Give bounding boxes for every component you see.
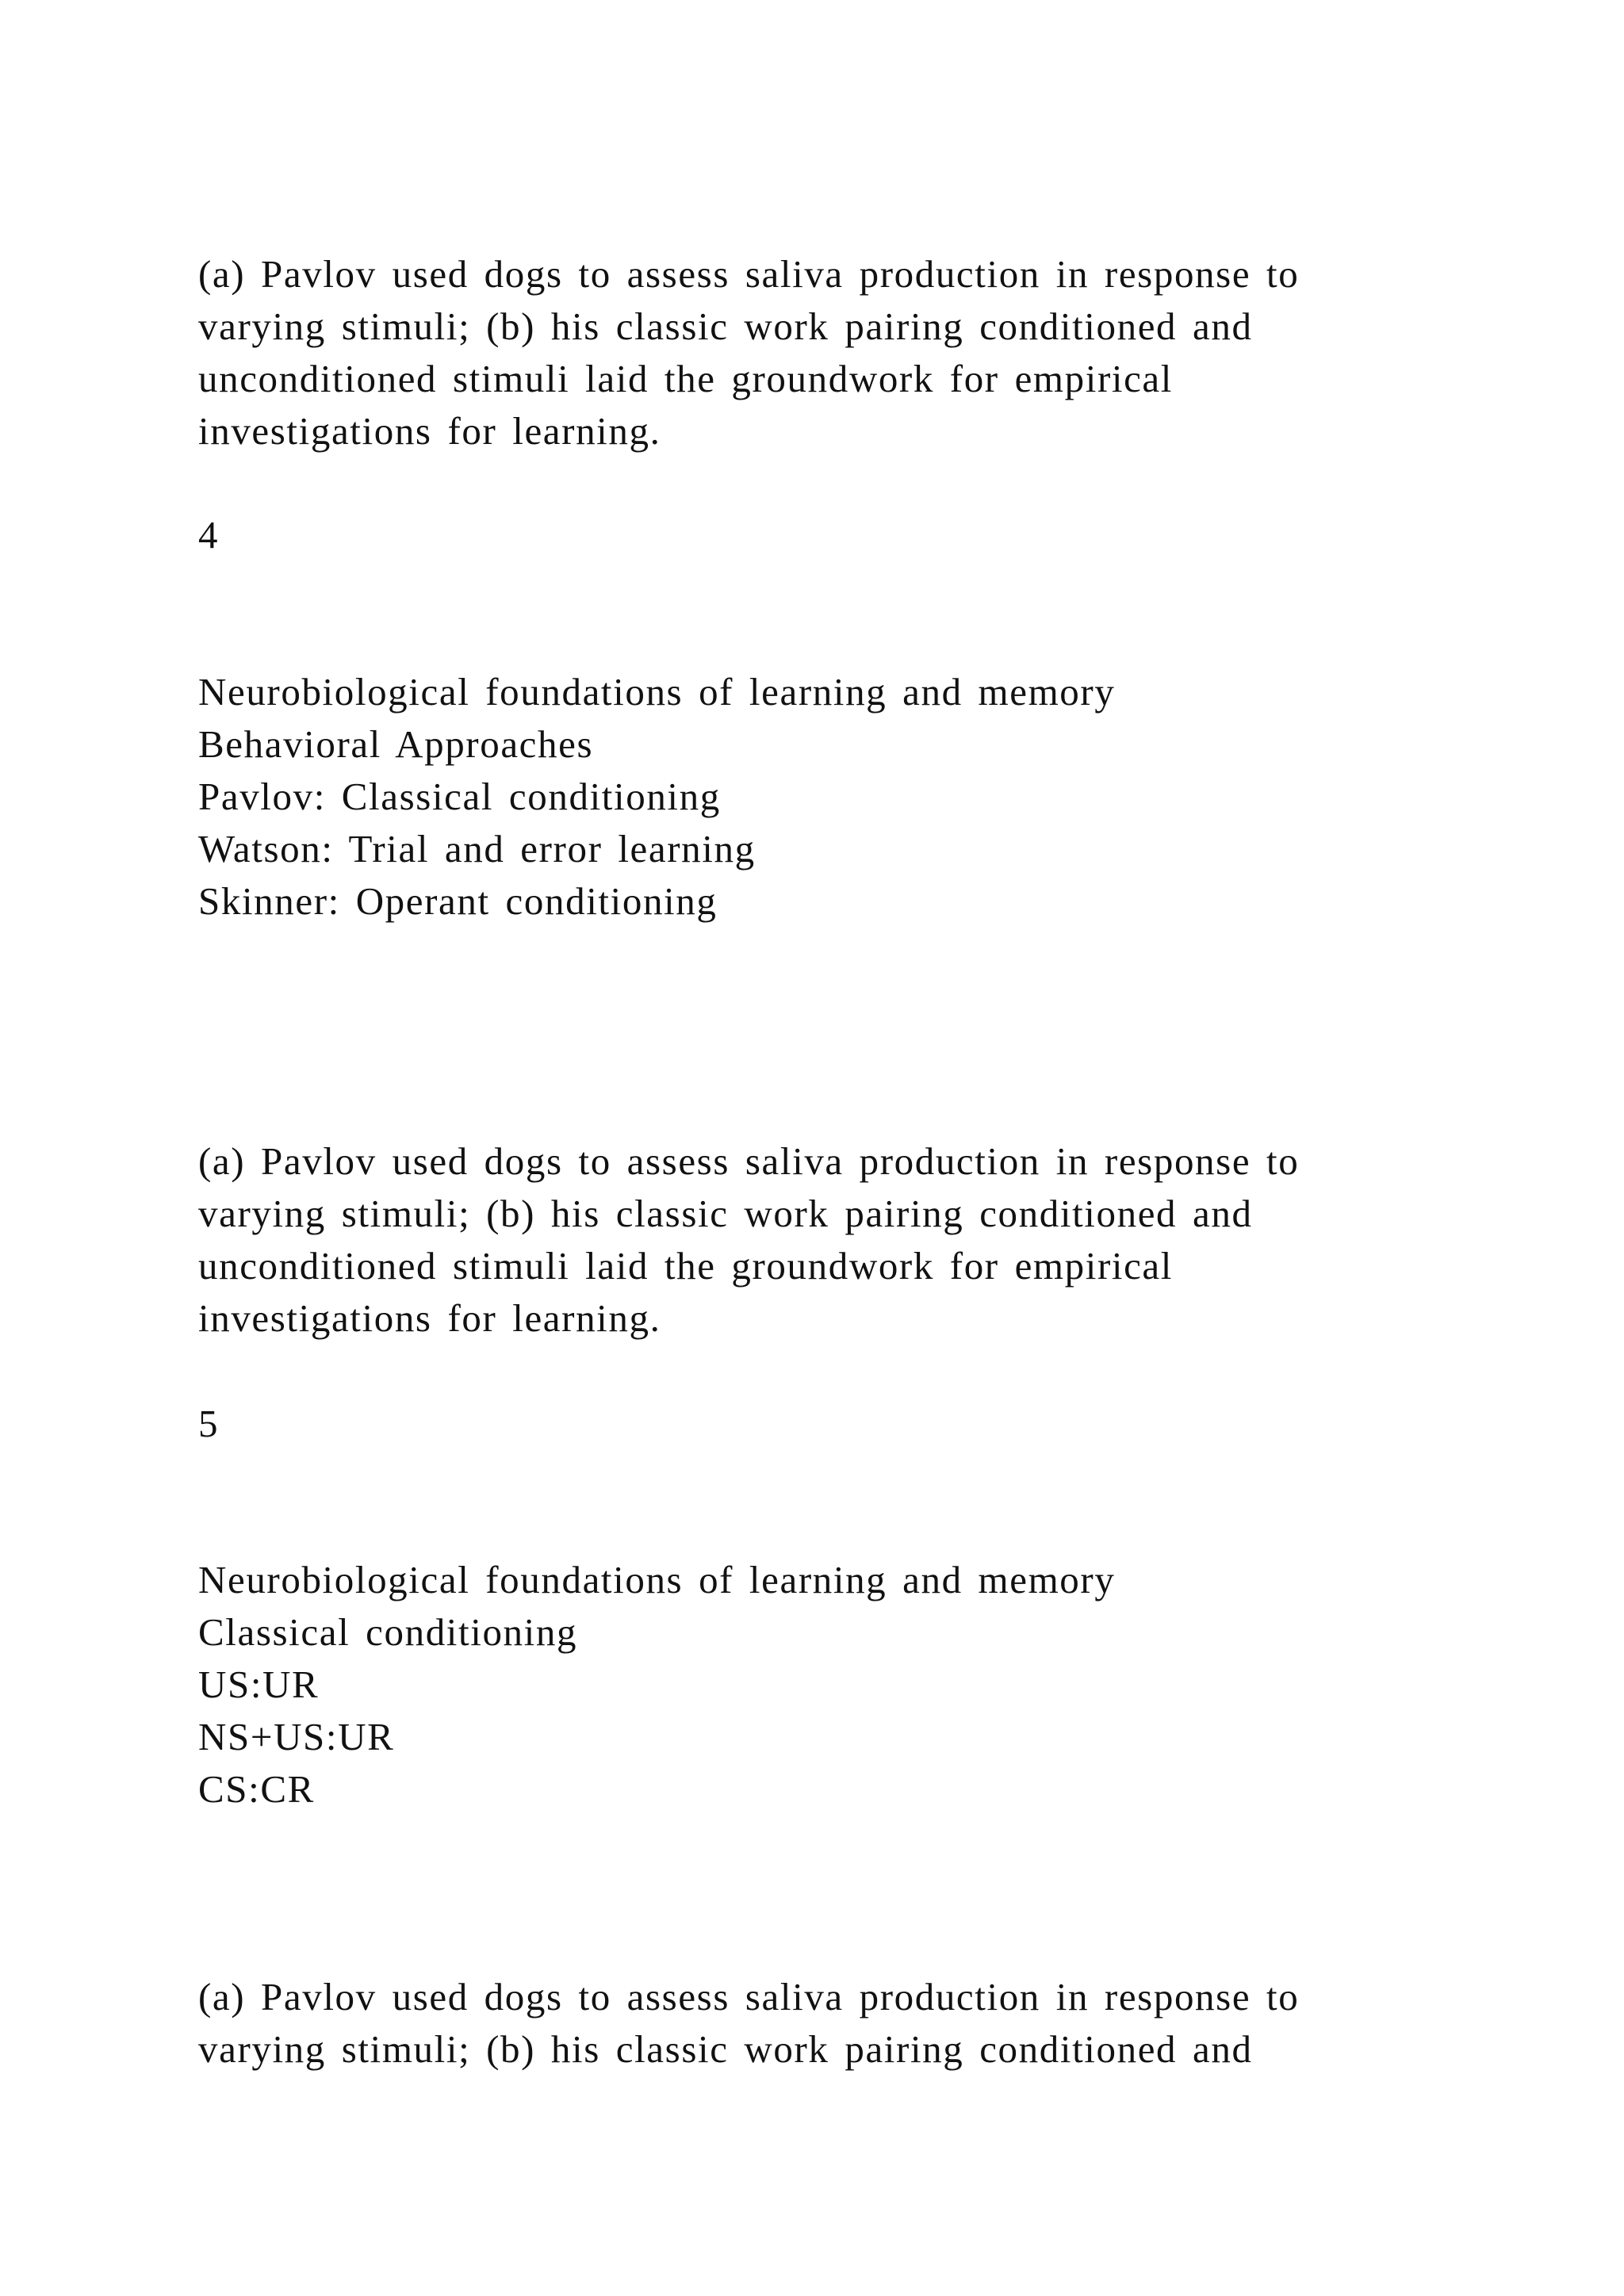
slide-text-block	[198, 1554, 1435, 1816]
caption-line: investigations for learning.	[198, 409, 661, 453]
slide-subtitle: Behavioral Approaches	[198, 722, 594, 766]
slide-title: Neurobiological foundations of learning and memory	[198, 670, 1116, 714]
slide-bullet: Watson: Trial and error learning	[198, 827, 756, 871]
slide-title: Neurobiological foundations of learning and memory	[198, 1558, 1116, 1601]
caption-line: investigations for learning.	[198, 1296, 661, 1340]
slide-bullet: NS+US:UR	[198, 1715, 395, 1758]
page-number: 5	[198, 1402, 218, 1445]
caption-line: (a) Pavlov used dogs to assess saliva production in response to	[198, 252, 1300, 296]
slide-text-block	[198, 666, 1435, 928]
figure-caption	[198, 248, 1435, 457]
caption-line: unconditioned stimuli laid the groundwork for empirical	[198, 1244, 1173, 1288]
caption-line: varying stimuli; (b) his classic work pairing conditioned and	[198, 304, 1253, 348]
slide-subtitle: Classical conditioning	[198, 1610, 578, 1654]
slide-bullet: CS:CR	[198, 1767, 315, 1811]
caption-line: varying stimuli; (b) his classic work pairing conditioned and	[198, 2027, 1253, 2071]
caption-line: (a) Pavlov used dogs to assess saliva production in response to	[198, 1975, 1300, 2019]
slide-bullet: Pavlov: Classical conditioning	[198, 775, 721, 818]
caption-line: unconditioned stimuli laid the groundwork for empirical	[198, 357, 1173, 400]
caption-line: (a) Pavlov used dogs to assess saliva production in response to	[198, 1139, 1300, 1183]
page-number: 4	[198, 513, 218, 557]
caption-line: varying stimuli; (b) his classic work pairing conditioned and	[198, 1192, 1253, 1235]
slide-bullet: US:UR	[198, 1663, 320, 1706]
figure-caption	[198, 1135, 1435, 1345]
slide-bullet: Skinner: Operant conditioning	[198, 879, 718, 923]
figure-caption	[198, 1971, 1435, 2076]
